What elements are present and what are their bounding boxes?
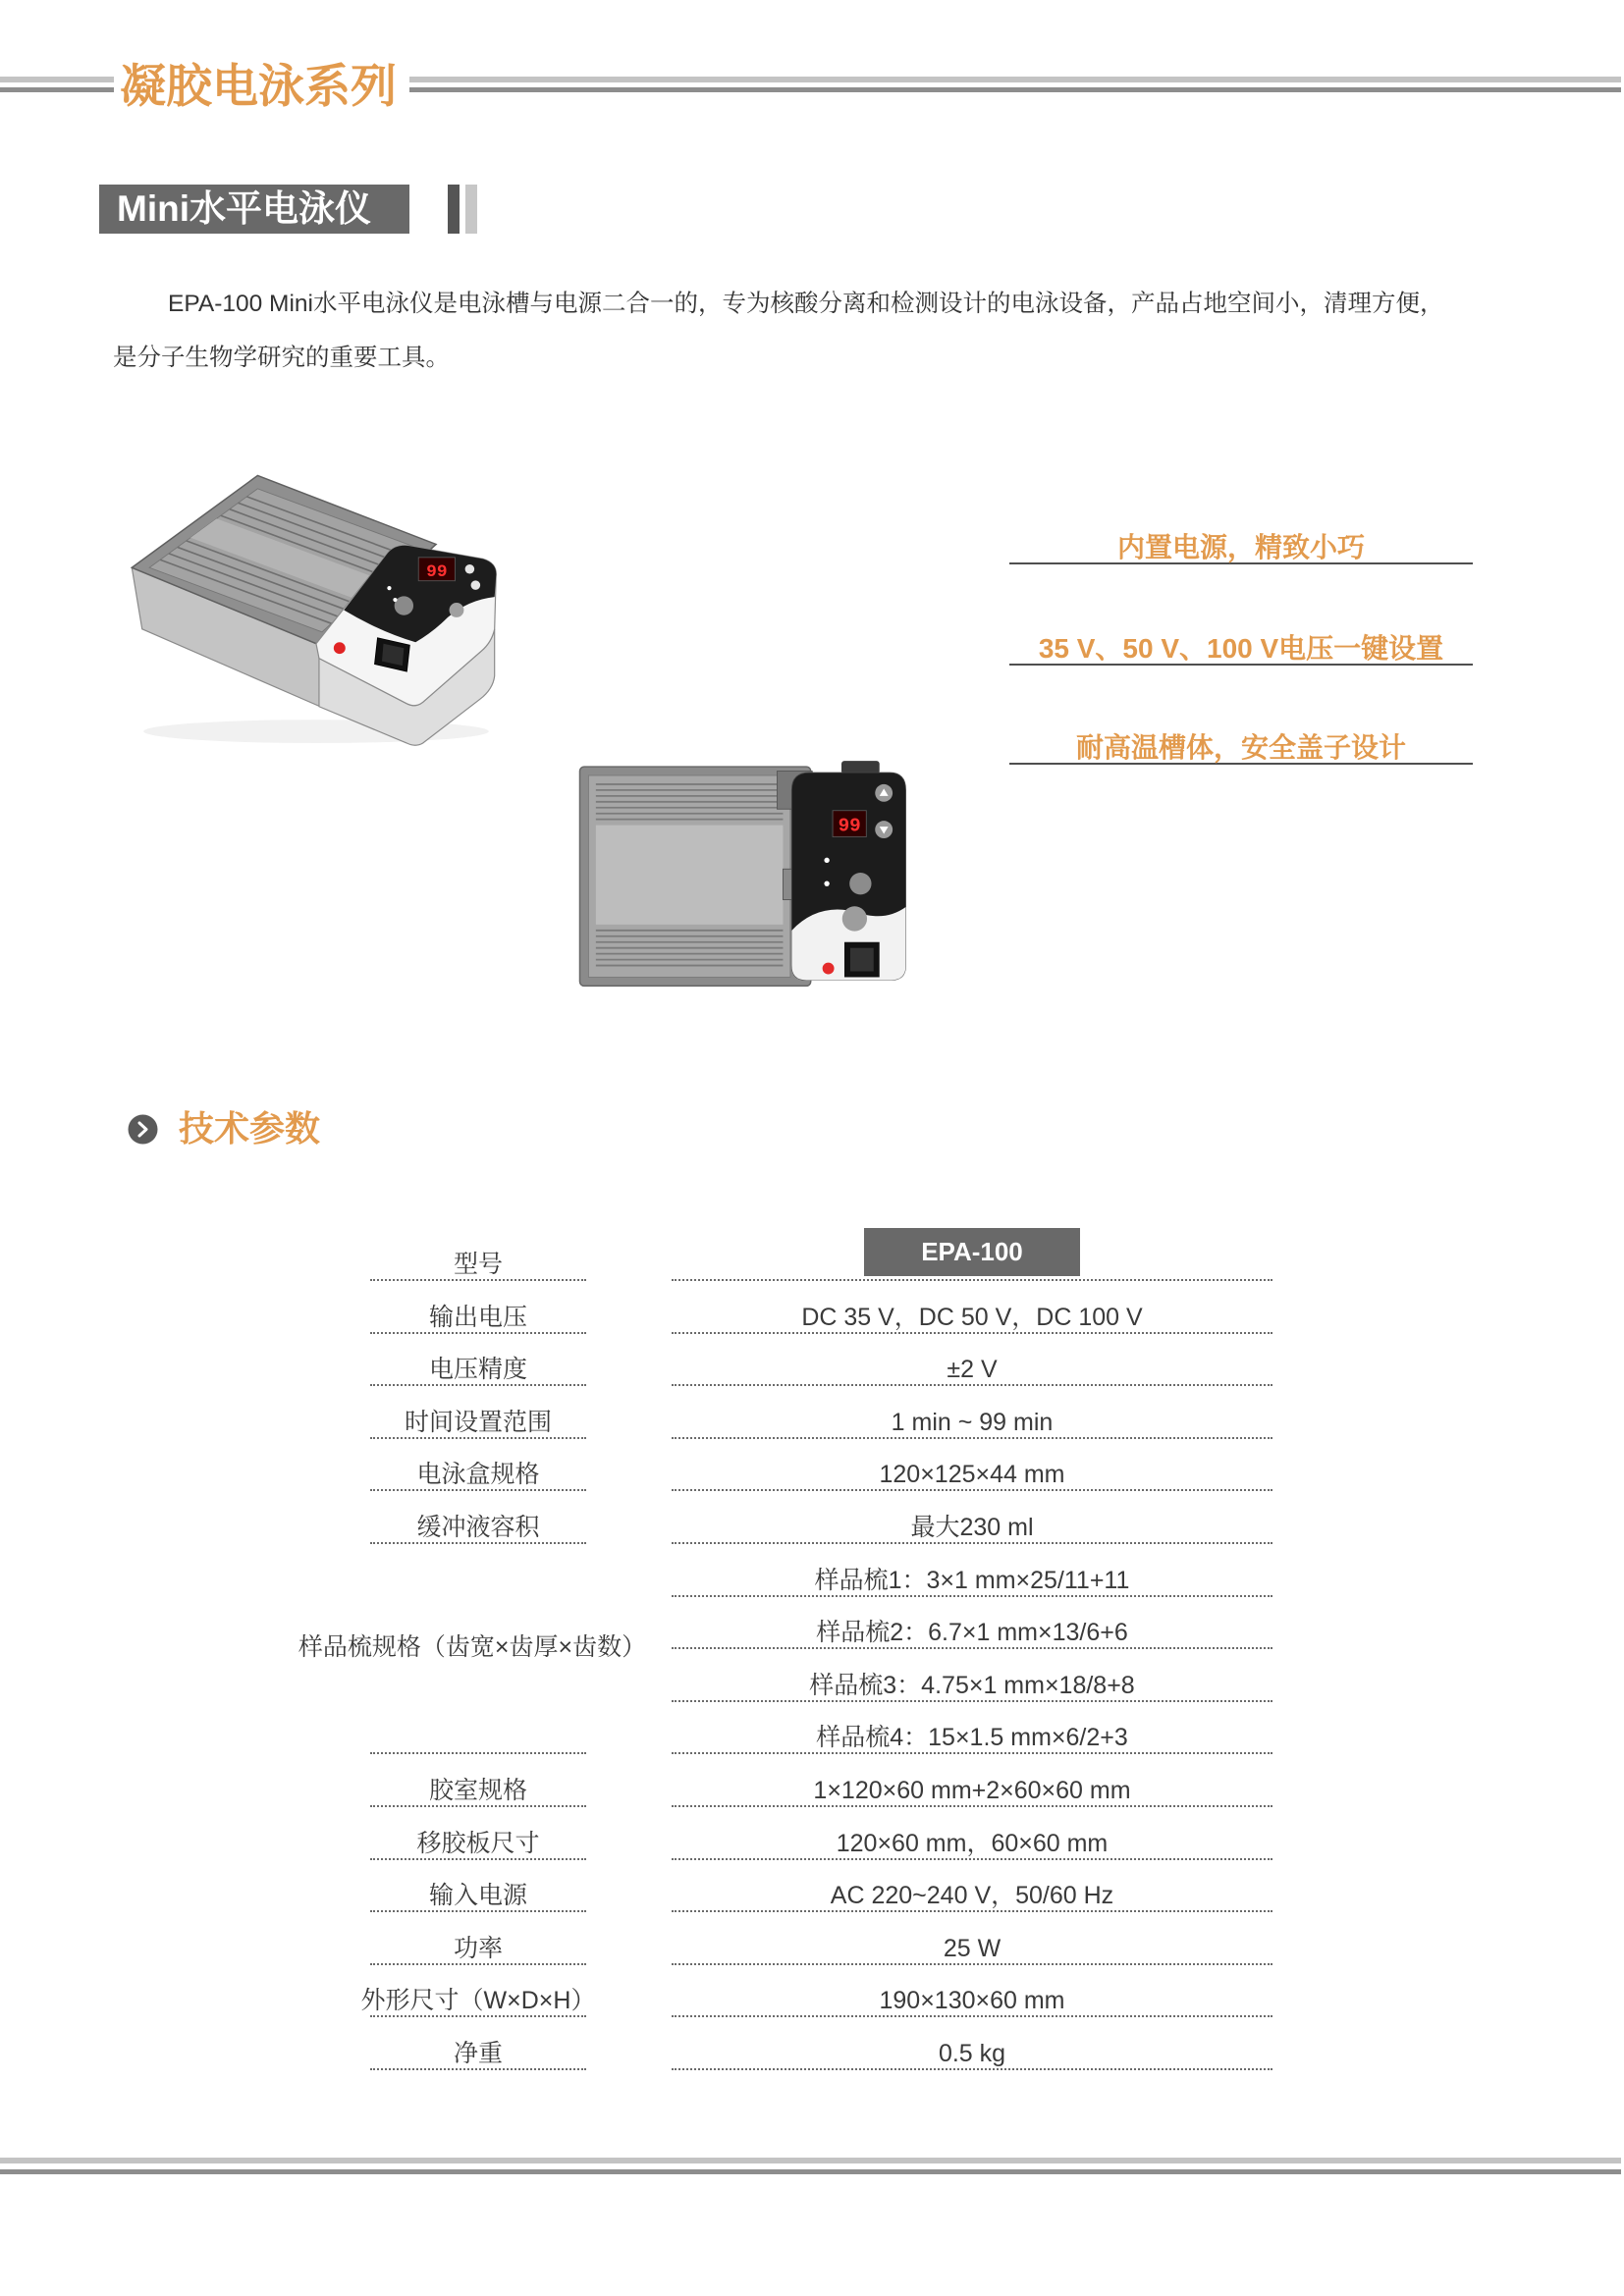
up-button bbox=[465, 564, 475, 574]
spec-value-comb: 样品梳3：4.75×1 mm×18/8+8 bbox=[672, 1649, 1272, 1702]
spec-label: 缓冲液容积 bbox=[370, 1491, 586, 1544]
spec-value: 120×125×44 mm bbox=[672, 1439, 1272, 1492]
start-button bbox=[450, 603, 464, 617]
indicator-light bbox=[824, 881, 829, 885]
spec-value: 120×60 mm，60×60 mm bbox=[672, 1807, 1272, 1860]
indicator-light bbox=[393, 598, 397, 602]
product-photo-perspective bbox=[129, 468, 498, 746]
feature-item: 耐高温槽体，安全盖子设计 bbox=[1009, 725, 1473, 765]
spec-label: 功率 bbox=[370, 1912, 586, 1965]
spec-value: 1 min ~ 99 min bbox=[672, 1386, 1272, 1439]
product-description-line-1: EPA-100 Mini水平电泳仪是电泳槽与电源二合一的，专为核酸分离和检测设计的电泳设备，产品占地空间小，清理方便， bbox=[168, 291, 1444, 317]
spec-value: 0.5 kg bbox=[672, 2017, 1272, 2070]
device-display-value: 99 bbox=[426, 562, 448, 583]
series-title: 凝胶电泳系列 bbox=[120, 60, 397, 112]
header-rule-right-light bbox=[409, 77, 1621, 82]
spec-value-comb: 样品梳1：3×1 mm×25/11+11 bbox=[672, 1544, 1272, 1597]
start-button bbox=[842, 906, 867, 931]
spec-value-comb: 样品梳4：15×1.5 mm×6/2+3 bbox=[672, 1702, 1272, 1755]
section-title-specs: 技术参数 bbox=[179, 1108, 321, 1148]
indicator-light bbox=[824, 858, 829, 863]
spec-label: 移胶板尺寸 bbox=[370, 1807, 586, 1860]
tank-top-view bbox=[579, 767, 812, 986]
power-indicator bbox=[334, 642, 346, 654]
title-accent-bar-light bbox=[465, 185, 477, 234]
spec-label: 电泳盒规格 bbox=[370, 1439, 586, 1492]
spec-value: 25 W bbox=[672, 1912, 1272, 1965]
title-accent-bar-dark bbox=[448, 185, 460, 234]
mode-button bbox=[849, 873, 871, 894]
spec-label: 电压精度 bbox=[370, 1334, 586, 1387]
spec-value: DC 35 V，DC 50 V，DC 100 V bbox=[672, 1281, 1272, 1334]
chevron-right-circle-icon bbox=[128, 1114, 158, 1145]
spec-value: 最大230 ml bbox=[672, 1491, 1272, 1544]
product-title: Mini水平电泳仪 bbox=[99, 185, 409, 234]
indicator-light bbox=[387, 586, 391, 590]
spec-label: 胶室规格 bbox=[370, 1754, 586, 1807]
spec-label-divider bbox=[370, 1702, 586, 1755]
spec-label: 外形尺寸（W×D×H） bbox=[370, 1965, 586, 2018]
spec-label: 输出电压 bbox=[370, 1281, 586, 1334]
spec-value-comb: 样品梳2：6.7×1 mm×13/6+6 bbox=[672, 1597, 1272, 1650]
mode-button bbox=[395, 596, 413, 614]
power-indicator bbox=[823, 963, 835, 975]
spec-label: 净重 bbox=[370, 2017, 586, 2070]
feature-item: 内置电源，精致小巧 bbox=[1009, 525, 1473, 564]
spec-value: ±2 V bbox=[672, 1334, 1272, 1387]
spec-label: 输入电源 bbox=[370, 1860, 586, 1913]
device-display-value: 99 bbox=[838, 815, 861, 837]
feature-item: 35 V、50 V、100 V电压一键设置 bbox=[1009, 626, 1473, 666]
down-button bbox=[471, 580, 481, 590]
product-photo-top-view bbox=[578, 761, 907, 988]
spec-value: 1×120×60 mm+2×60×60 mm bbox=[672, 1754, 1272, 1807]
footer-rule-dark bbox=[0, 2169, 1621, 2174]
spec-label: 型号 bbox=[370, 1228, 586, 1281]
product-description-line-2: 是分子生物学研究的重要工具。 bbox=[113, 345, 450, 371]
spec-value: 190×130×60 mm bbox=[672, 1965, 1272, 2018]
spec-value: AC 220~240 V，50/60 Hz bbox=[672, 1860, 1272, 1913]
spec-model-cell bbox=[672, 1228, 1272, 1281]
spec-label: 时间设置范围 bbox=[370, 1386, 586, 1439]
header-rule-left-light bbox=[0, 77, 114, 82]
control-panel-top-view bbox=[791, 761, 905, 980]
spec-label-comb: 样品梳规格（齿宽×齿厚×齿数） bbox=[298, 1633, 647, 1661]
footer-rule-light bbox=[0, 2158, 1621, 2163]
header-rule-left-dark bbox=[0, 87, 114, 92]
model-badge: EPA-100 bbox=[864, 1228, 1080, 1276]
header-rule-right-dark bbox=[409, 87, 1621, 92]
